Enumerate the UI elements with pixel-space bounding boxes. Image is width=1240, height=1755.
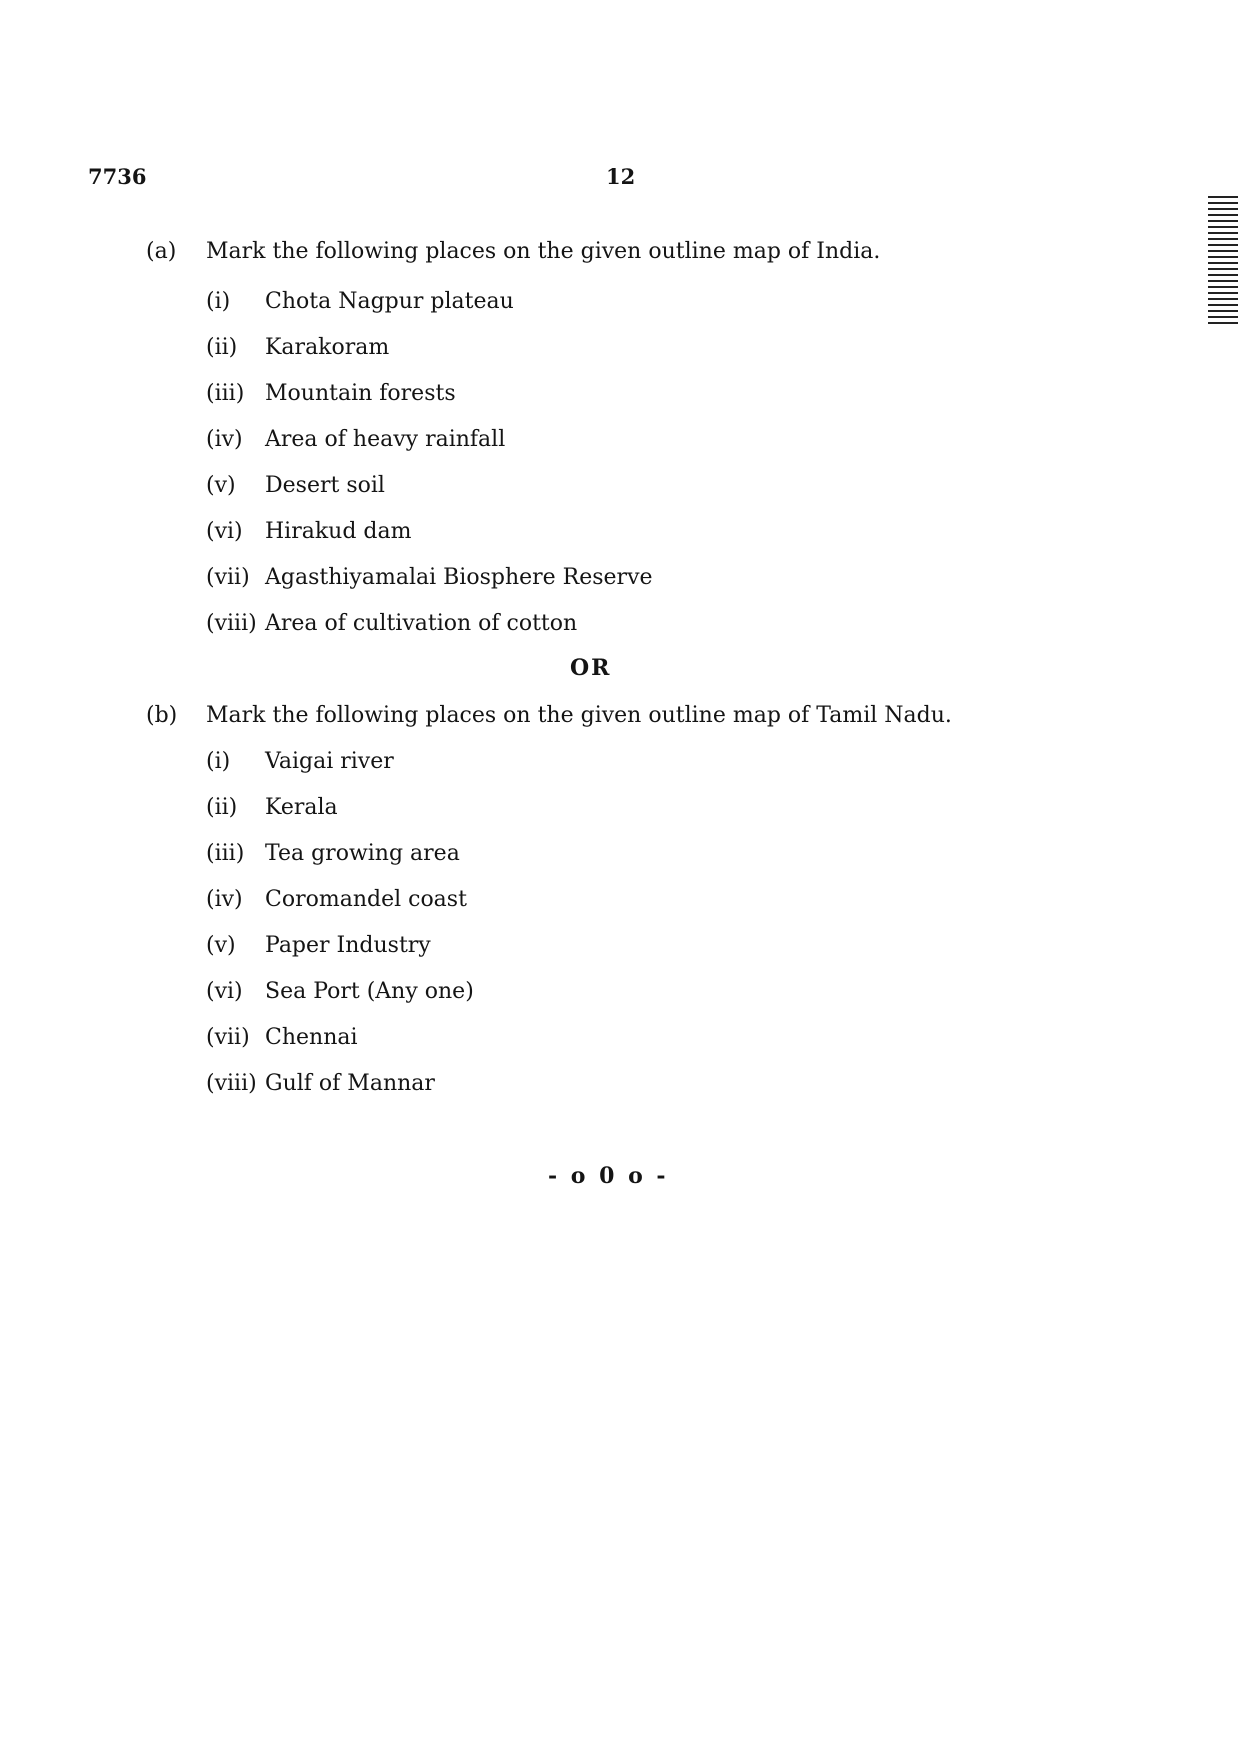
section-a-item-text: Desert soil [265,473,385,498]
section-a-item-text: Mountain forests [265,381,456,406]
section-b-item-num: (iv) [206,887,243,912]
section-b-item-num: (i) [206,749,231,774]
section-a-instruction: Mark the following places on the given outline map of India. [206,239,881,264]
section-a-item-text: Hirakud dam [265,519,412,544]
section-b-item-text: Chennai [265,1025,358,1050]
section-a-item-num: (ii) [206,335,238,360]
section-a-item-num: (iv) [206,427,243,452]
section-b-label: (b) [146,703,178,728]
section-b-item-text: Kerala [265,795,338,820]
section-b-instruction: Mark the following places on the given outline map of Tamil Nadu. [206,703,952,728]
section-b-item-text: Gulf of Mannar [265,1071,435,1096]
section-b-item-text: Tea growing area [265,841,460,866]
barcode-stripes [1208,196,1238,328]
section-a-item-text: Karakoram [265,335,390,360]
section-a-item-text: Chota Nagpur plateau [265,289,514,314]
section-a-item-text: Area of cultivation of cotton [265,611,578,636]
section-b-item-num: (ii) [206,795,238,820]
section-a-item-num: (i) [206,289,231,314]
page-number: 12 [606,164,636,189]
section-a-item-text: Agasthiyamalai Biosphere Reserve [265,565,653,590]
section-a-label: (a) [146,239,177,264]
question-paper-code: 7736 [88,164,147,189]
section-b-item-num: (viii) [206,1071,257,1096]
section-a-item-num: (vii) [206,565,250,590]
end-of-paper-mark: - o 0 o - [548,1163,669,1189]
section-a-item-num: (v) [206,473,236,498]
section-b-item-text: Vaigai river [265,749,394,774]
section-a-item-num: (iii) [206,381,245,406]
section-b-item-text: Sea Port (Any one) [265,979,474,1004]
section-b-item-num: (iii) [206,841,245,866]
section-a-item-num: (vi) [206,519,243,544]
section-b-item-text: Coromandel coast [265,887,467,912]
section-b-item-num: (vii) [206,1025,250,1050]
section-b-item-num: (v) [206,933,236,958]
section-b-item-num: (vi) [206,979,243,1004]
section-a-item-num: (viii) [206,611,257,636]
section-a-item-text: Area of heavy rainfall [265,427,506,452]
section-b-item-text: Paper Industry [265,933,431,958]
or-separator: OR [570,655,612,681]
